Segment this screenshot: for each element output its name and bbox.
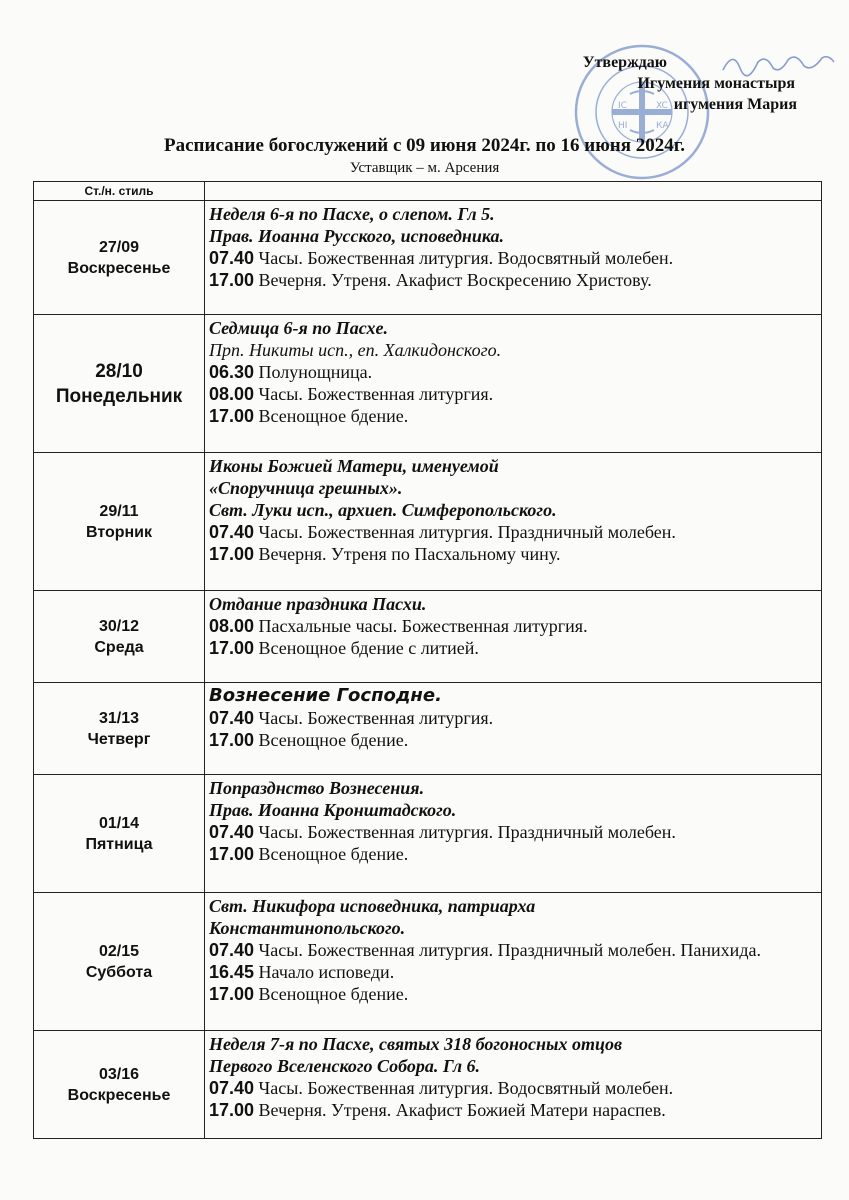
date-label: 03/16 xyxy=(98,1065,140,1083)
day-cell xyxy=(34,591,205,683)
day-cell xyxy=(34,315,205,453)
services-cell xyxy=(205,201,822,315)
service-entry xyxy=(209,383,821,405)
svg-text:XC: XC xyxy=(656,101,668,111)
schedule-table xyxy=(33,181,822,1139)
service-time: 08.00 xyxy=(209,616,255,636)
service-description: Начало исповеди. xyxy=(258,962,395,982)
service-time: 06.30 xyxy=(209,362,255,382)
table-row xyxy=(34,315,822,453)
service-entry xyxy=(209,983,821,1005)
table-row xyxy=(34,453,822,591)
service-entry xyxy=(209,729,821,751)
feast-title: Неделя 6-я по Пасхе, о слепом. Гл 5. xyxy=(209,204,495,224)
service-time: 17.00 xyxy=(209,730,255,750)
service-description: Вечерня. Утреня по Пасхальному чину. xyxy=(258,544,561,564)
service-entry xyxy=(209,707,821,729)
service-entry xyxy=(209,637,821,659)
service-time: 08.00 xyxy=(209,384,255,404)
service-time: 17.00 xyxy=(209,544,255,564)
approval-line-2: Игумения монастыря xyxy=(637,75,795,92)
feast-title: Свт. Луки исп., архиеп. Симферопольского. xyxy=(209,500,557,520)
page-subtitle: Уставщик – м. Арсения xyxy=(349,160,500,176)
svg-text:IC: IC xyxy=(618,101,627,111)
feast-title: Отдание праздника Пасхи. xyxy=(209,594,427,614)
service-time: 17.00 xyxy=(209,844,255,864)
service-description: Часы. Божественная литургия. Праздничный молебен. Панихида. xyxy=(258,940,761,960)
service-description: Всенощное бдение с литией. xyxy=(258,638,479,658)
service-description: Пасхальные часы. Божественная литургия. xyxy=(258,616,588,636)
services-cell xyxy=(205,1031,822,1139)
feast-title: «Споручница грешных». xyxy=(209,478,403,498)
page-title: Расписание богослужений с 09 июня 2024г. по 16 июня 2024г. xyxy=(164,135,685,156)
table-row xyxy=(34,201,822,315)
feast-title: Седмица 6-я по Пасхе. xyxy=(209,318,388,338)
service-entry xyxy=(209,615,821,637)
service-description: Вечерня. Утреня. Акафист Божией Матери нараспев. xyxy=(258,1100,666,1120)
feast-title: Неделя 7-я по Пасхе, святых 318 богоносных отцов xyxy=(209,1034,623,1054)
service-description: Всенощное бдение. xyxy=(258,984,409,1004)
services-cell xyxy=(205,315,822,453)
service-description: Часы. Божественная литургия. xyxy=(258,384,494,404)
services-cell xyxy=(205,591,822,683)
service-time: 07.40 xyxy=(209,708,255,728)
service-entry xyxy=(209,269,821,291)
service-description: Часы. Божественная литургия. Праздничный молебен. xyxy=(258,822,676,842)
service-description: Часы. Божественная литургия. Праздничный молебен. xyxy=(258,522,676,542)
feast-title: Прав. Иоанна Кронштадского. xyxy=(209,800,457,820)
service-entry xyxy=(209,961,821,983)
service-time: 17.00 xyxy=(209,270,255,290)
service-time: 17.00 xyxy=(209,984,255,1004)
feast-title: Свт. Никифора исповедника, патриарха xyxy=(209,896,536,916)
services-cell xyxy=(205,453,822,591)
service-time: 17.00 xyxy=(209,1100,255,1120)
service-time: 16.45 xyxy=(209,962,255,982)
day-cell xyxy=(34,1031,205,1139)
weekday-label: Пятница xyxy=(85,835,153,853)
service-description: Часы. Божественная литургия. Водосвятный молебен. xyxy=(258,248,674,268)
approval-line-1: Утверждаю xyxy=(582,54,667,71)
service-entry xyxy=(209,361,821,383)
date-label: 28/10 xyxy=(95,360,143,382)
service-entry xyxy=(209,1099,821,1121)
service-entry xyxy=(209,821,821,843)
date-label: 31/13 xyxy=(98,709,140,727)
service-description: Полунощница. xyxy=(258,362,373,382)
table-header-row xyxy=(34,182,822,201)
weekday-label: Вторник xyxy=(85,523,153,541)
table-row xyxy=(34,591,822,683)
service-entry xyxy=(209,521,821,543)
service-time: 07.40 xyxy=(209,822,255,842)
day-cell xyxy=(34,683,205,775)
services-cell xyxy=(205,775,822,893)
weekday-label: Суббота xyxy=(85,963,153,981)
feast-title: Попразднство Вознесения. xyxy=(209,778,425,798)
service-description: Вечерня. Утреня. Акафист Воскресению Христову. xyxy=(258,270,652,290)
weekday-label: Понедельник xyxy=(55,385,183,407)
services-cell xyxy=(205,683,822,775)
feast-title: Иконы Божией Матери, именуемой xyxy=(209,456,499,476)
day-cell xyxy=(34,775,205,893)
approval-block xyxy=(583,52,797,115)
service-entry xyxy=(209,247,821,269)
weekday-label: Воскресенье xyxy=(67,259,171,277)
day-cell xyxy=(34,201,205,315)
date-label: 27/09 xyxy=(98,238,140,256)
table-row xyxy=(34,1031,822,1139)
services-column-header xyxy=(205,182,822,201)
service-entry xyxy=(209,939,821,961)
service-time: 17.00 xyxy=(209,406,255,426)
table-row xyxy=(34,893,822,1031)
service-description: Часы. Божественная литургия. Водосвятный молебен. xyxy=(258,1078,674,1098)
services-cell xyxy=(205,893,822,1031)
service-time: 07.40 xyxy=(209,1078,255,1098)
date-label: 30/12 xyxy=(98,617,140,635)
weekday-label: Четверг xyxy=(87,730,151,748)
service-entry xyxy=(209,1077,821,1099)
feast-title: Вознесение Господне. xyxy=(209,685,442,706)
feast-title: Константинопольского. xyxy=(209,918,406,938)
svg-text:НІ: НІ xyxy=(618,121,628,131)
date-label: 01/14 xyxy=(98,814,140,832)
feast-title: Прав. Иоанна Русского, исповедника. xyxy=(209,226,505,246)
date-label: 02/15 xyxy=(98,942,140,960)
service-description: Всенощное бдение. xyxy=(258,730,409,750)
service-description: Всенощное бдение. xyxy=(258,844,409,864)
service-description: Часы. Божественная литургия. xyxy=(258,708,494,728)
service-description: Всенощное бдение. xyxy=(258,406,409,426)
weekday-label: Воскресенье xyxy=(67,1086,171,1104)
day-cell xyxy=(34,453,205,591)
feast-title: Первого Вселенского Собора. Гл 6. xyxy=(209,1056,481,1076)
day-cell xyxy=(34,893,205,1031)
table-row xyxy=(34,683,822,775)
date-label: 29/11 xyxy=(99,502,139,520)
service-time: 07.40 xyxy=(209,522,255,542)
service-entry xyxy=(209,405,821,427)
service-time: 07.40 xyxy=(209,248,255,268)
service-entry xyxy=(209,843,821,865)
table-row xyxy=(34,775,822,893)
feast-title: Прп. Никиты исп., еп. Халкидонского. xyxy=(209,340,502,360)
svg-text:КА: КА xyxy=(656,121,669,131)
approval-line-3: игумения Мария xyxy=(673,96,797,113)
service-time: 17.00 xyxy=(209,638,255,658)
service-time: 07.40 xyxy=(209,940,255,960)
style-column-header: Ст./н. стиль xyxy=(34,182,205,201)
service-entry xyxy=(209,543,821,565)
weekday-label: Среда xyxy=(94,638,144,656)
